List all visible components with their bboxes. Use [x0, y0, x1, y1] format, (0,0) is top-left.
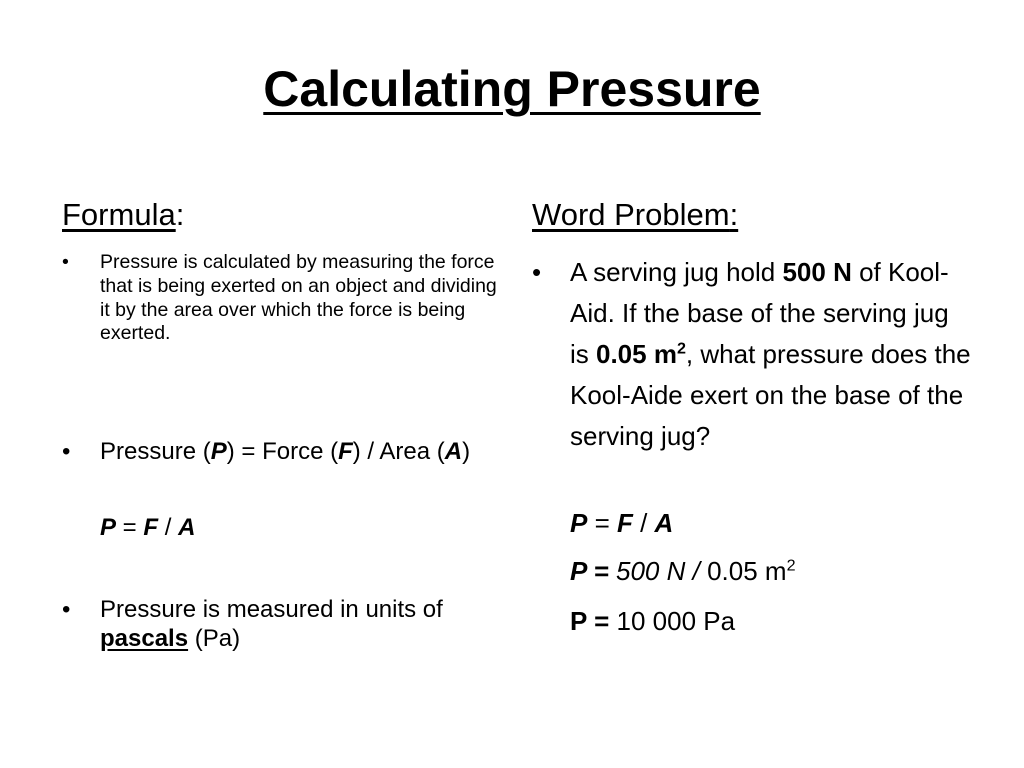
formula-bullet-equation: [62, 437, 502, 466]
problem-part1: A serving jug hold: [570, 257, 783, 287]
problem-part2: of Kool-Aid. If the base of the serving jug is: [570, 257, 949, 370]
bullet-dot: •: [62, 438, 71, 465]
pressure-word: Pressure (: [100, 438, 211, 465]
problem-force-value: 500 N: [782, 257, 852, 287]
solution-step-formula: [570, 508, 673, 539]
units-pascals: pascals: [100, 625, 189, 653]
step2-p-eq: P =: [570, 556, 617, 586]
step1-slash: /: [632, 508, 655, 538]
equation-text: [100, 437, 502, 466]
step2-exp: 2: [786, 556, 796, 575]
close-paren: ): [462, 438, 471, 465]
step1-a: A: [654, 508, 674, 538]
problem-text: [570, 252, 972, 457]
solution-step-substitution: [570, 556, 796, 587]
step3-result: 10 000 Pa: [616, 606, 736, 636]
formula-heading-colon: :: [175, 197, 185, 232]
bullet-dot: •: [532, 257, 542, 287]
p-symbol: P: [210, 438, 227, 465]
problem-area-value: 0.05 m: [596, 339, 677, 370]
bullet-dot: •: [62, 596, 71, 623]
units-text: [100, 595, 502, 654]
formula-eq: =: [116, 514, 144, 541]
formula-f: F: [143, 514, 159, 541]
word-problem-heading-label: Word Problem: [532, 197, 730, 232]
step1-f: F: [616, 508, 633, 538]
formula-symbolic: [100, 514, 195, 542]
step1-eq: =: [587, 508, 617, 538]
step1-p: P: [570, 508, 588, 538]
problem-part3: , what pressure does the Kool-Aide exert on the base of the serving jug?: [570, 339, 971, 452]
a-symbol: A: [444, 438, 463, 465]
definition-text: Pressure is calculated by measuring the force that is being exerted on an object and dividing it by the area over which the force is being exerted.: [100, 251, 497, 345]
formula-p: P: [100, 514, 117, 541]
word-problem-heading: [532, 196, 738, 233]
formula-bullet-units: [62, 595, 502, 654]
f-symbol: F: [338, 438, 353, 465]
force-word: ) = Force (: [226, 438, 339, 465]
units-after: (Pa): [188, 625, 241, 653]
step2-numerator: 500 N /: [616, 556, 708, 586]
problem-area-exp: 2: [676, 339, 686, 358]
step3-p-eq: P =: [570, 606, 617, 636]
step2-denominator: 0.05 m: [707, 556, 787, 586]
solution-step-result: [570, 606, 735, 637]
area-word: ) / Area (: [352, 438, 445, 465]
bullet-dot: •: [62, 251, 69, 273]
units-before: Pressure is measured in units of: [100, 596, 443, 623]
word-problem-heading-colon: :: [729, 197, 739, 232]
formula-slash: /: [158, 514, 179, 541]
formula-heading-label: Formula: [62, 197, 176, 232]
word-problem-bullet: [532, 252, 972, 457]
slide-title: Calculating Pressure: [263, 61, 761, 117]
formula-heading: [62, 196, 184, 233]
formula-bullet-definition: [62, 251, 502, 346]
formula-a: A: [178, 514, 196, 541]
